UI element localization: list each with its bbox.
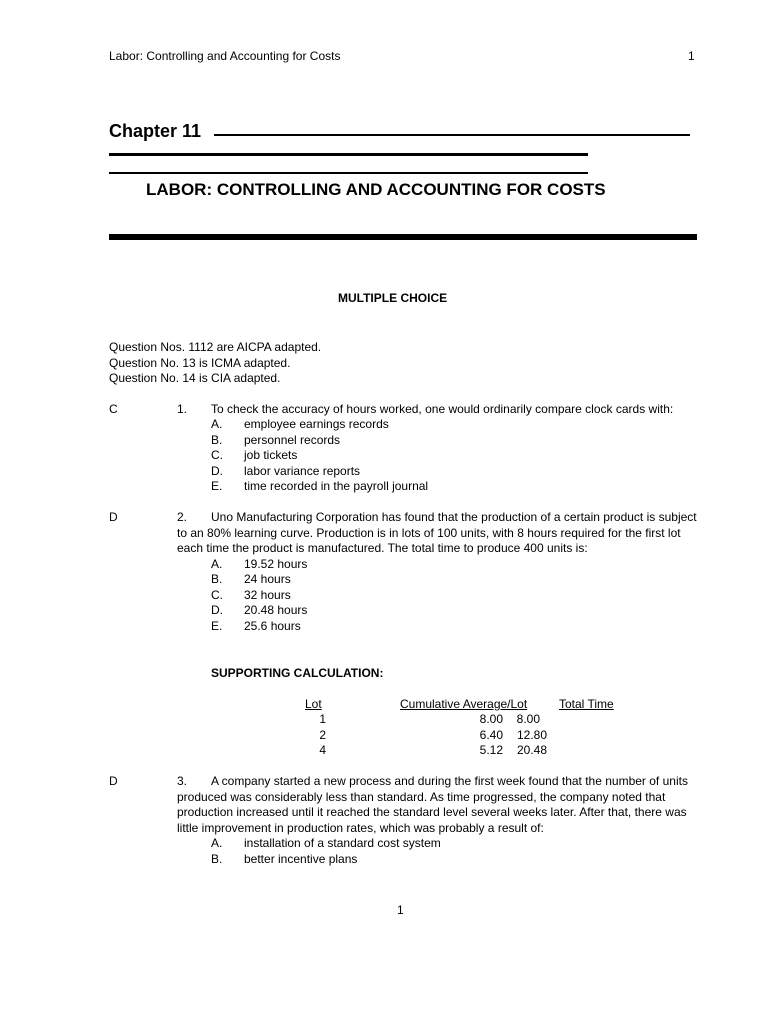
cell-avg: 6.40 bbox=[479, 728, 503, 742]
cell-lot: 2 bbox=[319, 728, 326, 742]
note-aicpa: Question Nos. 1112 are AICPA adapted. bbox=[109, 340, 322, 354]
option-letter: B. bbox=[211, 572, 223, 586]
question-text: A company started a new process and during the first week found that the number of units produced was considerably less than standard. As time progressed, the company noted that production increased until it reached the standard level several weeks later. After that, there was little improvement in production rates, which was probably a result of: bbox=[177, 774, 688, 835]
section-title: MULTIPLE CHOICE bbox=[338, 291, 448, 305]
option-letter: A. bbox=[211, 836, 223, 850]
cell-lot: 1 bbox=[319, 712, 326, 726]
option-text: time recorded in the payroll journal bbox=[244, 479, 429, 493]
col-header-lot: Lot bbox=[305, 697, 322, 711]
option-letter: C. bbox=[211, 448, 223, 462]
question-text: Uno Manufacturing Corporation has found that the production of a certain product is subject to an 80% learning curve. Production is in lots of 100 units, with 8 hours required for the first lot each time the product is manufactured. The total time to produce 400 units is: bbox=[177, 510, 697, 555]
chapter-rule-3 bbox=[109, 172, 588, 174]
cell-total: 8.00 bbox=[516, 712, 540, 726]
chapter-rule-thick bbox=[109, 234, 697, 240]
question-text-block bbox=[177, 510, 697, 557]
question-number: 1. bbox=[177, 402, 188, 416]
chapter-title: LABOR: CONTROLLING AND ACCOUNTING FOR COSTS bbox=[146, 180, 606, 199]
question-number: 3. bbox=[177, 774, 188, 788]
cell-total: 20.48 bbox=[516, 743, 547, 757]
note-cia: Question No. 14 is CIA adapted. bbox=[109, 371, 281, 385]
option-text: 24 hours bbox=[244, 572, 291, 586]
cell-total: 12.80 bbox=[516, 728, 547, 742]
cell-avg: 5.12 bbox=[479, 743, 503, 757]
question-number: 2. bbox=[177, 510, 188, 524]
option-letter: A. bbox=[211, 557, 223, 571]
chapter-label: Chapter 11 bbox=[109, 121, 202, 141]
cell-avg: 8.00 bbox=[479, 712, 503, 726]
chapter-rule-2 bbox=[109, 153, 588, 156]
option-letter: C. bbox=[211, 588, 223, 602]
answer-key: D bbox=[109, 510, 118, 524]
note-icma: Question No. 13 is ICMA adapted. bbox=[109, 356, 291, 370]
answer-key: D bbox=[109, 774, 118, 788]
header-page-number: 1 bbox=[688, 49, 695, 63]
question-text: To check the accuracy of hours worked, one would ordinarily compare clock cards with: bbox=[211, 402, 674, 416]
option-letter: E. bbox=[211, 619, 223, 633]
question-text-block bbox=[177, 774, 697, 836]
option-letter: D. bbox=[211, 464, 223, 478]
option-letter: A. bbox=[211, 417, 223, 431]
option-text: job tickets bbox=[244, 448, 298, 462]
option-text: 32 hours bbox=[244, 588, 291, 602]
option-text: labor variance reports bbox=[244, 464, 361, 478]
cell-lot: 4 bbox=[319, 743, 326, 757]
option-letter: B. bbox=[211, 852, 223, 866]
answer-key: C bbox=[109, 402, 118, 416]
option-letter: E. bbox=[211, 479, 223, 493]
option-text: better incentive plans bbox=[244, 852, 358, 866]
option-text: 20.48 hours bbox=[244, 603, 308, 617]
footer-page-number: 1 bbox=[397, 903, 404, 917]
option-text: personnel records bbox=[244, 433, 341, 447]
col-header-cumulative-average: Cumulative Average/Lot bbox=[400, 697, 528, 711]
supporting-title: SUPPORTING CALCULATION: bbox=[211, 666, 384, 680]
chapter-rule-1 bbox=[214, 134, 690, 136]
option-text: 25.6 hours bbox=[244, 619, 301, 633]
col-header-total-time: Total Time bbox=[559, 697, 614, 711]
option-letter: D. bbox=[211, 603, 223, 617]
option-text: 19.52 hours bbox=[244, 557, 308, 571]
option-text: employee earnings records bbox=[244, 417, 389, 431]
option-text: installation of a standard cost system bbox=[244, 836, 441, 850]
running-header-title: Labor: Controlling and Accounting for Costs bbox=[109, 49, 341, 63]
option-letter: B. bbox=[211, 433, 223, 447]
